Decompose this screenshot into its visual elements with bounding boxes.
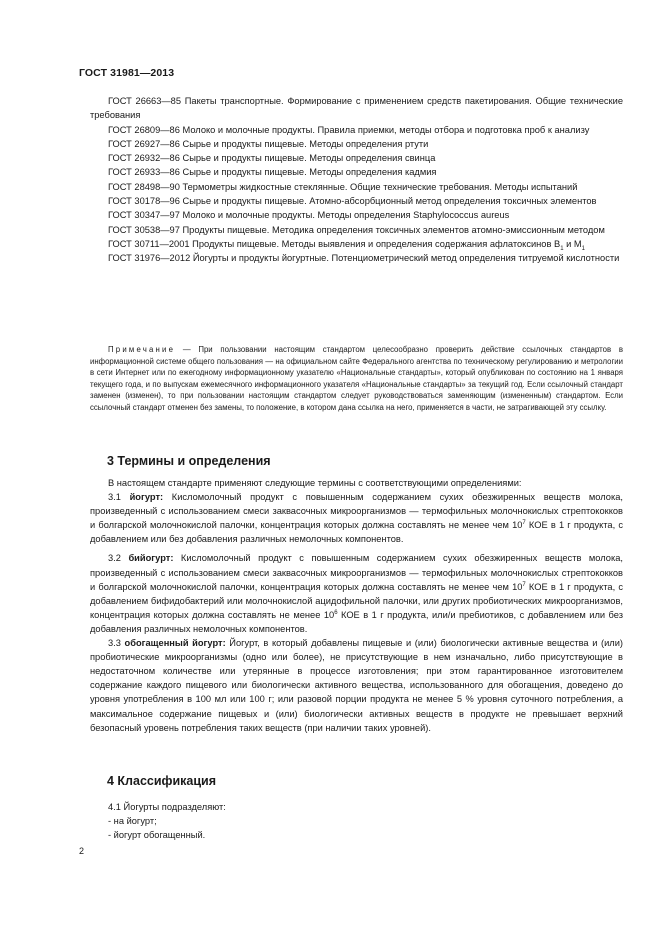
note-label: Примечание — [108, 345, 176, 354]
page-number: 2 — [79, 846, 85, 856]
note-text: — При пользовании настоящим стандартом целесообразно проверить действие ссылочных стандартов в информационной системе общего пользования — на официальном сайте Федерального агентства по техническому регулированию и метрологии в сети Интернет или по ежегодному информационному указателю «Национальные стандарты», который опубликован по состоянию на 1 января текущего года, и по выпускам ежемесячного информационного указателя «Национальные стандарты» за текущий год. Если ссылочный стандарт заменен (изменен), то при пользовании настоящим стандартом следует руководствоваться заменяющим (измененным) стандартом. Если ссылочный стандарт отменен без замены, то положение, в котором дана ссылка на него, применяется в части, не затрагивающей эту ссылку. — [90, 345, 623, 412]
reference-item: ГОСТ 26933—86 Сырье и продукты пищевые. Методы определения кадмия — [108, 167, 437, 178]
list-item: - йогурт обогащенный. — [108, 830, 206, 841]
section-4-heading: 4 Классификация — [107, 774, 217, 788]
reference-item: ГОСТ 30178—96 Сырье и продукты пищевые. Атомно-абсорбционный метод определения токсичных элементов — [108, 196, 597, 207]
reference-item-aflatoxin: ГОСТ 30711—2001 Продукты пищевые. Методы выявления и определения содержания афлатоксинов $B_1$ и $M_1$ — [108, 238, 585, 252]
reference-item: ГОСТ 30347—97 Молоко и молочные продукты. Методы определения Staphylococcus aureus — [108, 210, 510, 221]
term-bioyogurt: 3.2 бийогурт: Кисломолочный продукт с повышенным содержанием сухих обезжиренных веществ молока, произведенный с использованием смеси заквасочных микроорганизмов — термофильных молочнокислых стрептококков и болгарской молочнокислой палочки, концентрация которых должна составлять не менее чем $10^7$ КОЕ в 1 г продукта, с добавлением бифидобактерий или молочнокислой ацидофильной палочки, или других пробиотических микроорганизмов, концентрация которых должна составлять не менее $10^6$ КОЕ в 1 г продукта, или/и пребиотиков, с добавлением или без добавления различных немолочных компонентов. — [90, 553, 624, 634]
reference-item: ГОСТ 26663—85 Пакеты транспортные. Формирование с применением средств пакетирования. Общие технические требования — [90, 96, 623, 121]
term-fortified-yogurt: 3.3 обогащенный йогурт: Йогурт, в который добавлены пищевые и (или) биологически активные вещества и (или) пробиотические микроорганизмы (одно или более), не присутствующие в нем изначально, либо присутствующие в недостаточном количестве или утерянные в процессе изготовления; при этом гарантированное изготовителем содержание каждого пищевого или биологически активного вещества, использованного для обогащения, доведено до уровня употребления в 100 мл или 100 г; или разовой порции продукта не менее 5 % уровня суточного потребления, а максимальное содержание пищевых и (или) биологически активных веществ в продукте не превышает верхний безопасный уровень потребления таких веществ (при наличии таких уровней). — [90, 638, 623, 733]
term-yogurt: 3.1 йогурт: Кисломолочный продукт с повышенным содержанием сухих обезжиренных веществ молока, произведенный с использованием смеси заквасочных микроорганизмов — термофильных молочнокислых стрептококков и болгарской молочнокислой палочки, концентрация которых должна составлять не менее чем $10^7$ КОЕ в 1 г продукта, с добавлением или без добавления различных немолочных компонентов. — [90, 492, 624, 545]
reference-item: ГОСТ 28498—90 Термометры жидкостные стеклянные. Общие технические требования. Методы испытаний — [108, 181, 578, 192]
section-4-body — [90, 800, 623, 842]
reference-item: ГОСТ 31976—2012 Йогурты и продукты йогуртные. Потенциометрический метод определения титруемой кислотности — [108, 253, 620, 264]
normative-references — [90, 94, 623, 266]
note-paragraph — [90, 344, 623, 413]
term-label: обогащенный йогурт: — [124, 638, 226, 649]
document-header: ГОСТ 31981—2013 — [79, 67, 175, 79]
reference-item: ГОСТ 30538—97 Продукты пищевые. Методика определения токсичных элементов атомно-эмиссионным методом — [108, 224, 605, 235]
reference-item: ГОСТ 26932—86 Сырье и продукты пищевые. Методы определения свинца — [108, 153, 436, 164]
list-item: - на йогурт; — [108, 816, 157, 827]
reference-item: ГОСТ 26809—86 Молоко и молочные продукты. Правила приемки, методы отбора и подготовка проб к анализу — [108, 124, 590, 135]
section-3-body — [90, 476, 623, 735]
classification-paragraph: 4.1 Йогурты подразделяют: — [108, 802, 226, 812]
term-label: йогурт: — [129, 492, 164, 503]
reference-item: ГОСТ 26927—86 Сырье и продукты пищевые. Методы определения ртути — [108, 138, 429, 149]
section-3-heading: 3 Термины и определения — [107, 454, 271, 468]
section-intro: В настоящем стандарте применяют следующие термины с соответствующими определениями: — [108, 478, 522, 488]
term-label: бийогурт: — [128, 553, 174, 564]
